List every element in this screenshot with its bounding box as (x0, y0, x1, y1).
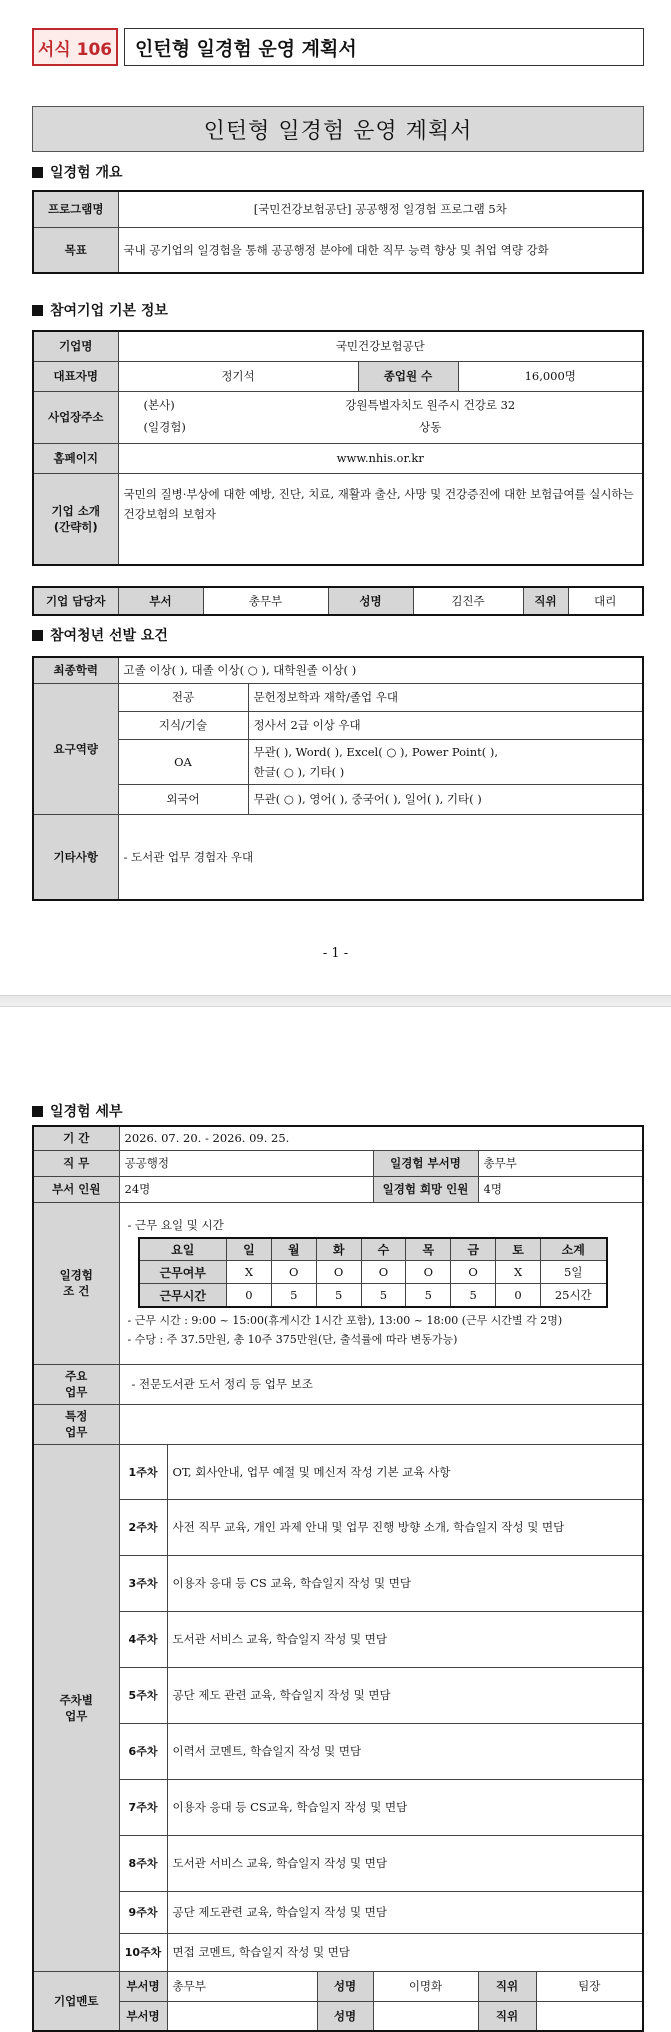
section-company-heading: 참여기업 기본 정보 (32, 298, 168, 322)
contact-position-value: 대리 (568, 587, 643, 615)
week-task: 도서관 서비스 교육, 학습일지 작성 및 면담 (167, 1835, 643, 1891)
mentor-dept-label: 부서명 (119, 1971, 167, 2001)
company-contact-table (32, 586, 644, 616)
desired-count-value: 4명 (478, 1176, 643, 1202)
page-number: - 1 - (322, 946, 349, 961)
week-number: 8주차 (119, 1835, 167, 1891)
special-duty-label: 특정 업무 (33, 1404, 119, 1444)
schedule-head: 수 (361, 1238, 406, 1261)
etc-value: - 도서관 업무 경험자 우대 (118, 814, 643, 900)
week-number: 3주차 (119, 1555, 167, 1611)
education-label: 최종학력 (33, 657, 118, 683)
period-value: 2026. 07. 20. - 2026. 09. 25. (119, 1126, 643, 1150)
major-value: 문헌정보학과 재학/졸업 우대 (248, 683, 643, 711)
main-duty-value: - 전문도서관 도서 정리 등 업무 보조 (119, 1364, 643, 1404)
week-task: 이용자 응대 등 CS 교육, 학습일지 작성 및 면담 (167, 1555, 643, 1611)
address-work-tag: (일경험) (143, 420, 186, 434)
week-task: 이력서 코멘트, 학습일지 작성 및 면담 (167, 1723, 643, 1779)
schedule-cell: X (496, 1261, 541, 1284)
week-task: 공단 제도관련 교육, 학습일지 작성 및 면담 (167, 1891, 643, 1933)
overview-table (32, 190, 644, 274)
mentor2-dept-value (167, 2001, 317, 2031)
week-task: OT, 회사안내, 업무 예절 및 메신저 작성 기본 교육 사항 (167, 1444, 643, 1499)
black-square-icon (32, 305, 43, 316)
schedule-head-total: 소계 (541, 1238, 607, 1261)
employee-count-value: 16,000명 (458, 361, 643, 391)
company-name-value: 국민건강보험공단 (118, 331, 643, 361)
program-name-value: [국민건강보험공단] 공공행정 일경험 프로그램 5차 (118, 191, 643, 227)
education-value: 고졸 이상( ), 대졸 이상( ○ ), 대학원졸 이상( ) (118, 657, 643, 683)
section-detail-heading: 일경험 세부 (32, 1099, 123, 1123)
black-square-icon (32, 167, 43, 178)
company-info-table (32, 330, 644, 566)
etc-label: 기타사항 (33, 814, 118, 900)
form-title: 인턴형 일경험 운영 계획서 (124, 28, 644, 66)
schedule-cell: O (271, 1261, 316, 1284)
week-task: 공단 제도 관련 교육, 학습일지 작성 및 면담 (167, 1667, 643, 1723)
schedule-cell: 5 (316, 1284, 361, 1307)
form-header (32, 28, 644, 66)
mentor2-dept-label: 부서명 (119, 2001, 167, 2031)
schedule-cell-total: 25시간 (541, 1284, 607, 1307)
schedule-cell: O (316, 1261, 361, 1284)
schedule-head: 월 (271, 1238, 316, 1261)
ceo-label: 대표자명 (33, 361, 118, 391)
week-number: 7주차 (119, 1779, 167, 1835)
schedule-cell: O (361, 1261, 406, 1284)
mentor2-position-value (536, 2001, 643, 2031)
schedule-head: 일 (227, 1238, 272, 1261)
work-hours-note: - 근무 시간 : 9:00 ~ 15:00(휴게시간 1시간 포함), 13:00 ~ 18:00 (근무 시간별 각 2명) (127, 1313, 563, 1327)
week-task: 사전 직무 교육, 개인 과제 안내 및 업무 진행 방향 소개, 학습일지 작성 및 면담 (167, 1499, 643, 1555)
page-2 (0, 1007, 671, 2023)
address-main-value: 강원특별자치도 원주시 건강로 32 (345, 398, 516, 413)
schedule-cell: 0 (227, 1284, 272, 1307)
mentor2-position-label: 직위 (478, 2001, 536, 2031)
schedule-head: 화 (316, 1238, 361, 1261)
language-label: 외국어 (118, 784, 248, 814)
schedule-table (138, 1237, 608, 1308)
selection-table (32, 656, 644, 901)
contact-name-label: 성명 (328, 587, 413, 615)
schedule-head: 토 (496, 1238, 541, 1261)
mentor-label: 기업멘토 (33, 1971, 119, 2031)
schedule-cell: 5 (271, 1284, 316, 1307)
address-label: 사업장주소 (33, 391, 118, 443)
homepage-label: 홈페이지 (33, 443, 118, 473)
mentor2-name-value (373, 2001, 478, 2031)
week-number: 6주차 (119, 1723, 167, 1779)
staff-count-value: 24명 (119, 1176, 373, 1202)
allowance-note: - 수당 : 주 37.5만원, 총 10주 375만원(단, 출석률에 따라 변동가능) (127, 1332, 458, 1346)
homepage-value[interactable]: www.nhis.or.kr (118, 443, 643, 473)
oa-value: 무관( ), Word( ), Excel( ○ ), Power Point( ), 한글( ○ ), 기타( ) (248, 739, 643, 784)
address-main-tag: (본사) (143, 398, 175, 413)
staff-count-label: 부서 인원 (33, 1176, 119, 1202)
page-1 (0, 0, 671, 995)
goal-value: 국내 공기업의 일경험을 통해 공공행정 분야에 대한 직무 능력 향상 및 취업 역량 강화 (118, 227, 643, 273)
schedule-head: 목 (406, 1238, 451, 1261)
mentor-name-label: 성명 (317, 1971, 373, 2001)
mentor-name-value: 이명화 (373, 1971, 478, 2001)
week-task: 이용자 응대 등 CS교육, 학습일지 작성 및 면담 (167, 1779, 643, 1835)
employee-count-label: 종업원 수 (358, 361, 458, 391)
schedule-cell: O (406, 1261, 451, 1284)
address-value (118, 391, 643, 443)
schedule-row-label: 근무여부 (139, 1261, 227, 1284)
company-intro-label: 기업 소개 (간략히) (33, 473, 118, 565)
major-label: 전공 (118, 683, 248, 711)
contact-position-label: 직위 (523, 587, 568, 615)
week-number: 9주차 (119, 1891, 167, 1933)
week-task: 도서관 서비스 교육, 학습일지 작성 및 면담 (167, 1611, 643, 1667)
special-duty-value (119, 1404, 643, 1444)
required-skills-label: 요구역량 (33, 683, 118, 814)
schedule-cell: 0 (496, 1284, 541, 1307)
week-task: 면접 코멘트, 학습일지 작성 및 면담 (167, 1933, 643, 1971)
knowledge-label: 지식/기술 (118, 711, 248, 739)
week-number: 5주차 (119, 1667, 167, 1723)
main-duty-label: 주요 업무 (33, 1364, 119, 1404)
company-intro-value: 국민의 질병·부상에 대한 예방, 진단, 치료, 재활과 출산, 사망 및 건강증진에 대한 보험급여를 실시하는 건강보험의 보험자 (118, 473, 643, 565)
document-title-banner: 인턴형 일경험 운영 계획서 (32, 106, 644, 152)
mentor-dept-value: 총무부 (167, 1971, 317, 2001)
page-gap (0, 995, 671, 1007)
contact-dept-value: 총무부 (203, 587, 328, 615)
goal-label: 목표 (33, 227, 118, 273)
schedule-head: 금 (451, 1238, 496, 1261)
schedule-row-label: 근무시간 (139, 1284, 227, 1307)
mentor-position-value: 팀장 (536, 1971, 643, 2001)
week-number: 10주차 (119, 1933, 167, 1971)
dept-name-label: 일경험 부서명 (373, 1150, 478, 1176)
contact-dept-label: 부서 (118, 587, 203, 615)
contact-name-value: 김진주 (413, 587, 523, 615)
company-name-label: 기업명 (33, 331, 118, 361)
section-overview-heading: 일경험 개요 (32, 160, 123, 184)
schedule-cell: 5 (451, 1284, 496, 1307)
mentor2-name-label: 성명 (317, 2001, 373, 2031)
form-code-badge: 서식 106 (32, 28, 118, 66)
contact-label: 기업 담당자 (33, 587, 118, 615)
ceo-value: 정기석 (118, 361, 358, 391)
week-number: 4주차 (119, 1611, 167, 1667)
black-square-icon (32, 1106, 43, 1117)
schedule-cell: 5 (406, 1284, 451, 1307)
dept-name-value: 총무부 (478, 1150, 643, 1176)
weekly-duty-label: 주차별 업무 (33, 1444, 119, 1971)
mentor-position-label: 직위 (478, 1971, 536, 2001)
work-conditions-label: 일경험 조 건 (33, 1202, 119, 1364)
desired-count-label: 일경험 희망 인원 (373, 1176, 478, 1202)
schedule-head-day: 요일 (139, 1238, 227, 1261)
program-name-label: 프로그램명 (33, 191, 118, 227)
language-value: 무관( ○ ), 영어( ), 중국어( ), 일어( ), 기타( ) (248, 784, 643, 814)
job-value: 공공행정 (119, 1150, 373, 1176)
schedule-title: - 근무 요일 및 시간 (127, 1217, 224, 1232)
knowledge-value: 정사서 2급 이상 우대 (248, 711, 643, 739)
week-number: 1주차 (119, 1444, 167, 1499)
black-square-icon (32, 630, 43, 641)
detail-table (32, 1125, 644, 2032)
job-label: 직 무 (33, 1150, 119, 1176)
address-work-value: 상동 (419, 420, 442, 434)
section-selection-heading: 참여청년 선발 요건 (32, 623, 168, 647)
oa-label: OA (118, 739, 248, 784)
work-conditions-value (119, 1202, 643, 1364)
schedule-cell: 5 (361, 1284, 406, 1307)
schedule-cell-total: 5일 (541, 1261, 607, 1284)
schedule-cell: X (227, 1261, 272, 1284)
period-label: 기 간 (33, 1126, 119, 1150)
week-number: 2주차 (119, 1499, 167, 1555)
schedule-cell: O (451, 1261, 496, 1284)
